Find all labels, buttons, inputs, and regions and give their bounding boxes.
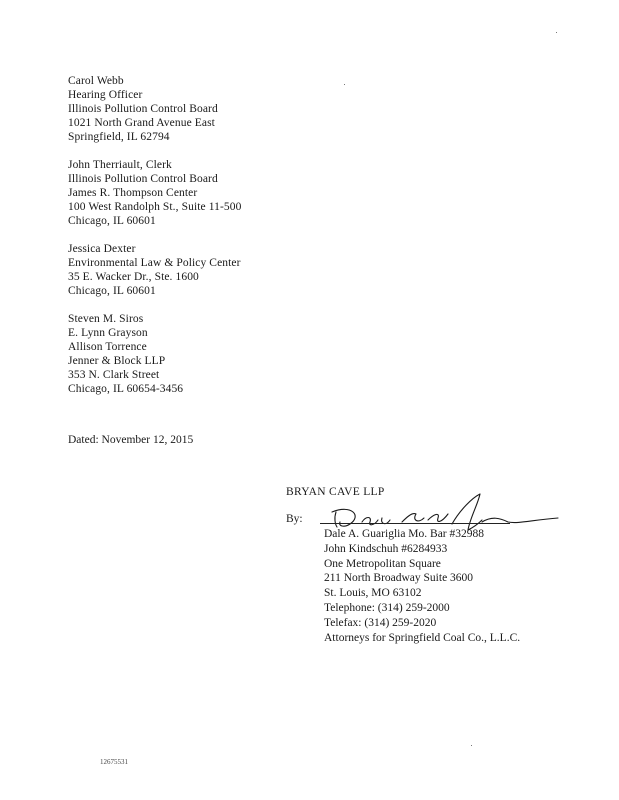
service-address-clerk [68,158,241,228]
service-address-elpc [68,242,241,298]
attorney-line: Attorneys for Springfield Coal Co., L.L.C. [324,631,521,644]
service-address-jenner-block [68,312,183,396]
address-line: Illinois Pollution Control Board [68,173,218,185]
address-line: 353 N. Clark Street [68,369,160,381]
service-address-hearing-officer [68,74,218,144]
address-line: 1021 North Grand Avenue East [68,117,215,129]
address-line: Hearing Officer [68,89,143,101]
date-line: Dated: November 12, 2015 [68,434,194,446]
address-line: 35 E. Wacker Dr., Ste. 1600 [68,271,199,283]
address-line: Allison Torrence [68,341,147,353]
address-line: James R. Thompson Center [68,187,198,199]
address-line: Carol Webb [68,75,124,87]
address-line: Illinois Pollution Control Board [68,103,218,115]
firm-name: BRYAN CAVE LLP [286,486,385,498]
by-label: By: [286,513,303,525]
attorney-line: One Metropolitan Square [324,557,441,570]
scan-speck [556,32,557,33]
attorney-line: Dale A. Guariglia Mo. Bar #32988 [324,528,485,540]
attorney-line: Telefax: (314) 259-2020 [324,616,437,629]
address-line: E. Lynn Grayson [68,327,148,339]
address-line: Steven M. Siros [68,313,144,325]
address-line: Jessica Dexter [68,243,136,255]
address-line: Chicago, IL 60654-3456 [68,383,184,395]
address-line: Springfield, IL 62794 [68,131,170,143]
attorney-line: John Kindschuh #6284933 [324,542,448,555]
attorney-line: 211 North Broadway Suite 3600 [324,572,474,585]
address-line: 100 West Randolph St., Suite 11-500 [68,201,242,213]
address-line: Chicago, IL 60601 [68,285,156,297]
address-line: Environmental Law & Policy Center [68,257,241,269]
scan-speck [344,84,345,85]
document-id: 12675531 [100,758,128,766]
address-line: John Therriault, Clerk [68,159,172,171]
attorney-line: St. Louis, MO 63102 [324,587,422,600]
signature-line [320,523,510,524]
address-line: Chicago, IL 60601 [68,215,156,227]
attorney-block [324,527,520,645]
address-line: Jenner & Block LLP [68,355,166,367]
scan-speck [471,745,472,746]
attorney-line: Telephone: (314) 259-2000 [324,601,450,614]
